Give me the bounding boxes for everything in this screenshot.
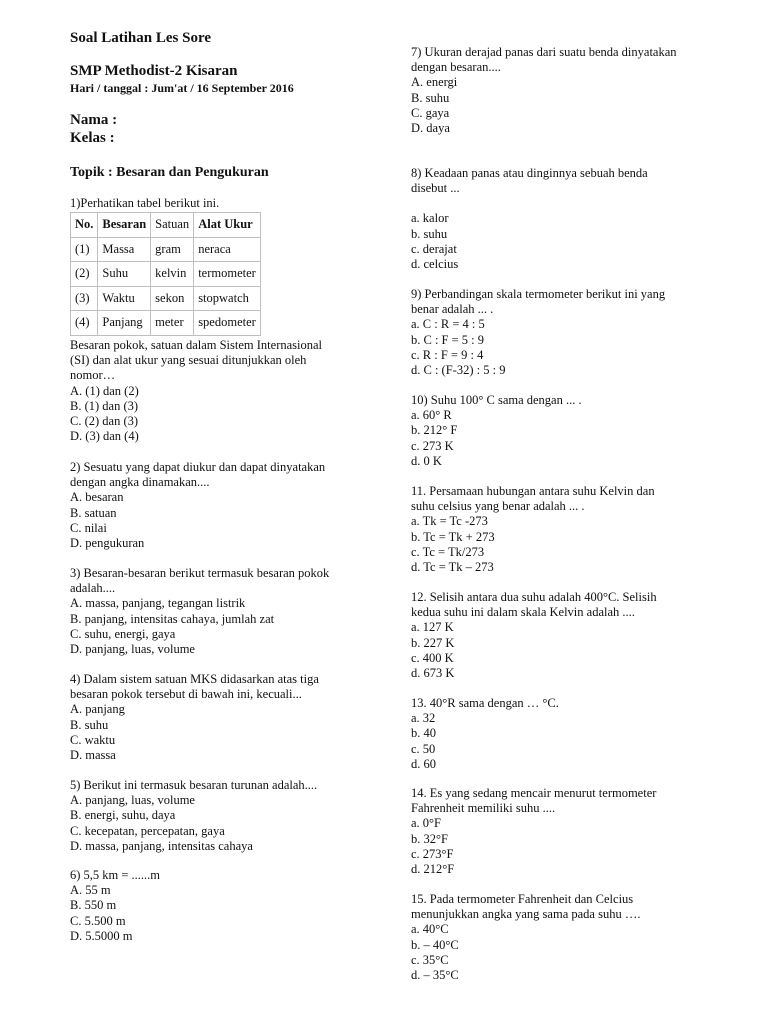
answer-option: B. energi, suhu, daya — [70, 808, 176, 823]
table-cell: (3) — [71, 286, 98, 311]
answer-option: d. 212°F — [411, 862, 455, 877]
answer-option: D. (3) dan (4) — [70, 429, 139, 444]
question-text: 7) Ukuran derajad panas dari suatu benda dinyatakan — [411, 45, 677, 59]
table-header-row — [71, 213, 261, 238]
question-2 — [70, 460, 400, 551]
question-text: adalah.... — [70, 581, 116, 596]
question-text: 12. Selisih antara dua suhu adalah 400°C. Selisih — [411, 590, 657, 604]
question-text: Fahrenheit memiliki suhu .... — [411, 801, 556, 816]
question-text: 15. Pada termometer Fahrenheit dan Celcius — [411, 892, 634, 906]
question-11 — [411, 484, 741, 575]
question-text: nomor… — [70, 368, 116, 383]
answer-option: A. panjang — [70, 702, 125, 717]
question-text: besaran pokok tersebut di bawah ini, kecuali... — [70, 687, 302, 702]
table-cell: (1) — [71, 237, 98, 262]
question-text: (SI) dan alat ukur yang sesuai ditunjukkan oleh — [70, 353, 307, 368]
question-text: Besaran pokok, satuan dalam Sistem Internasional — [70, 338, 323, 352]
nama-label: Nama : — [70, 112, 118, 128]
answer-option: A. 55 m — [70, 883, 111, 898]
answer-option: a. kalor — [411, 211, 449, 226]
question-text: 14. Es yang sedang mencair menurut termometer — [411, 786, 657, 800]
question-3 — [70, 566, 400, 657]
answer-option: c. 400 K — [411, 650, 454, 665]
answer-option: C. gaya — [411, 105, 450, 120]
answer-option: d. 60 — [411, 756, 436, 771]
table-cell: kelvin — [151, 262, 194, 287]
answer-option: C. waktu — [70, 732, 116, 747]
question-text: kedua suhu ini dalam skala Kelvin adalah .... — [411, 605, 635, 620]
question-6 — [70, 868, 400, 944]
answer-option: b. 227 K — [411, 635, 455, 650]
table-cell: meter — [151, 311, 194, 336]
spacer — [411, 196, 741, 211]
answer-option: d. 673 K — [411, 666, 455, 681]
answer-option: C. 5.500 m — [70, 913, 126, 928]
answer-option: B. suhu — [411, 90, 450, 105]
answer-option: b. Tc = Tk + 273 — [411, 529, 495, 544]
question-7 — [411, 45, 741, 136]
answer-option: D. massa, panjang, intensitas cahaya — [70, 838, 253, 853]
question-1 — [70, 338, 400, 444]
table-cell: stopwatch — [194, 286, 261, 311]
q1-table — [70, 212, 261, 336]
answer-option: B. satuan — [70, 505, 117, 520]
table-cell: gram — [151, 237, 194, 262]
table-cell: Suhu — [98, 262, 151, 287]
answer-option: d. – 35°C — [411, 968, 459, 983]
answer-option: D. 5.5000 m — [70, 928, 133, 943]
answer-option: B. 550 m — [70, 898, 117, 913]
answer-option: a. 40°C — [411, 922, 449, 937]
question-text: disebut ... — [411, 181, 460, 196]
question-12 — [411, 590, 741, 681]
table-header-cell: Alat Ukur — [194, 213, 261, 238]
table-header-cell: Satuan — [151, 213, 194, 238]
answer-option: A. massa, panjang, tegangan listrik — [70, 596, 246, 611]
answer-option: B. panjang, intensitas cahaya, jumlah zat — [70, 611, 275, 626]
answer-option: a. 127 K — [411, 620, 454, 635]
table-cell: Massa — [98, 237, 151, 262]
question-text: dengan angka dinamakan.... — [70, 475, 210, 490]
answer-option: a. 60° R — [411, 408, 452, 423]
question-text: 8) Keadaan panas atau dinginnya sebuah benda — [411, 166, 648, 180]
answer-option: C. (2) dan (3) — [70, 414, 139, 429]
table-cell: spedometer — [194, 311, 261, 336]
answer-option: b. C : F = 5 : 9 — [411, 332, 485, 347]
answer-option: D. pengukuran — [70, 536, 145, 551]
question-8 — [411, 166, 741, 272]
question-text: benar adalah ... . — [411, 302, 494, 317]
table-header-cell: Besaran — [98, 213, 151, 238]
table-cell: neraca — [194, 237, 261, 262]
question-9 — [411, 287, 741, 378]
table-cell: sekon — [151, 286, 194, 311]
answer-option: d. C : (F-32) : 5 : 9 — [411, 363, 506, 378]
question-13 — [411, 696, 741, 772]
question-text: 6) 5,5 km = ......m — [70, 868, 161, 882]
kelas-label: Kelas : — [70, 130, 115, 146]
answer-option: c. 50 — [411, 741, 436, 756]
table-row — [71, 311, 261, 336]
answer-option: d. Tc = Tk – 273 — [411, 560, 494, 575]
answer-option: b. 32°F — [411, 831, 448, 846]
answer-option: a. 32 — [411, 711, 436, 726]
question-text: suhu celsius yang benar adalah ... . — [411, 499, 585, 514]
table-header-cell: No. — [71, 213, 98, 238]
table-row — [71, 262, 261, 287]
answer-option: A. energi — [411, 75, 458, 90]
table-cell: termometer — [194, 262, 261, 287]
topic-heading: Topik : Besaran dan Pengukuran — [70, 165, 269, 180]
table-cell: (4) — [71, 311, 98, 336]
answer-option: C. nilai — [70, 520, 107, 535]
answer-option: a. C : R = 4 : 5 — [411, 317, 485, 332]
question-text: dengan besaran.... — [411, 60, 501, 75]
question-text: 9) Perbandingan skala termometer berikut ini yang — [411, 287, 666, 301]
answer-option: A. panjang, luas, volume — [70, 793, 195, 808]
worksheet-title: Soal Latihan Les Sore — [70, 30, 211, 46]
answer-option: C. kecepatan, percepatan, gaya — [70, 823, 225, 838]
answer-option: B. (1) dan (3) — [70, 398, 139, 413]
date-line: Hari / tanggal : Jum'at / 16 September 2016 — [70, 81, 294, 95]
answer-option: c. R : F = 9 : 4 — [411, 347, 484, 362]
answer-option: c. Tc = Tk/273 — [411, 544, 485, 559]
answer-option: A. besaran — [70, 490, 124, 505]
answer-option: A. (1) dan (2) — [70, 383, 139, 398]
question-text: 2) Sesuatu yang dapat diukur dan dapat dinyatakan — [70, 460, 326, 474]
answer-option: c. 35°C — [411, 952, 449, 967]
table-cell: Waktu — [98, 286, 151, 311]
question-text: 4) Dalam sistem satuan MKS didasarkan atas tiga — [70, 672, 319, 686]
answer-option: c. derajat — [411, 241, 457, 256]
answer-option: b. suhu — [411, 226, 448, 241]
question-5 — [70, 778, 400, 854]
table-row — [71, 237, 261, 262]
answer-option: d. celcius — [411, 257, 459, 272]
answer-option: c. 273°F — [411, 846, 454, 861]
answer-option: B. suhu — [70, 717, 109, 732]
question-10 — [411, 393, 741, 469]
answer-option: b. – 40°C — [411, 937, 459, 952]
answer-option: D. massa — [70, 748, 116, 763]
answer-option: a. 0°F — [411, 816, 441, 831]
question-text: 5) Berikut ini termasuk besaran turunan adalah.... — [70, 778, 318, 792]
answer-option: C. suhu, energi, gaya — [70, 626, 176, 641]
answer-option: a. Tk = Tc -273 — [411, 514, 488, 529]
table-cell: Panjang — [98, 311, 151, 336]
table-cell: (2) — [71, 262, 98, 287]
question-text: 10) Suhu 100° C sama dengan ... . — [411, 393, 582, 407]
answer-option: b. 212° F — [411, 423, 458, 438]
answer-option: D. daya — [411, 121, 450, 136]
q1-intro: 1)Perhatikan tabel berikut ini. — [70, 196, 220, 210]
school-name: SMP Methodist-2 Kisaran — [70, 63, 238, 79]
question-15 — [411, 892, 741, 983]
answer-option: D. panjang, luas, volume — [70, 642, 195, 657]
question-text: 3) Besaran-besaran berikut termasuk besaran pokok — [70, 566, 330, 580]
question-4 — [70, 672, 400, 763]
question-text: 13. 40°R sama dengan … °C. — [411, 696, 559, 710]
answer-option: b. 40 — [411, 726, 436, 741]
question-text: menunjukkan angka yang sama pada suhu …. — [411, 907, 641, 922]
answer-option: c. 273 K — [411, 438, 454, 453]
table-row — [71, 286, 261, 311]
question-text: 11. Persamaan hubungan antara suhu Kelvin dan — [411, 484, 655, 498]
question-14 — [411, 786, 741, 877]
answer-option: d. 0 K — [411, 453, 442, 468]
